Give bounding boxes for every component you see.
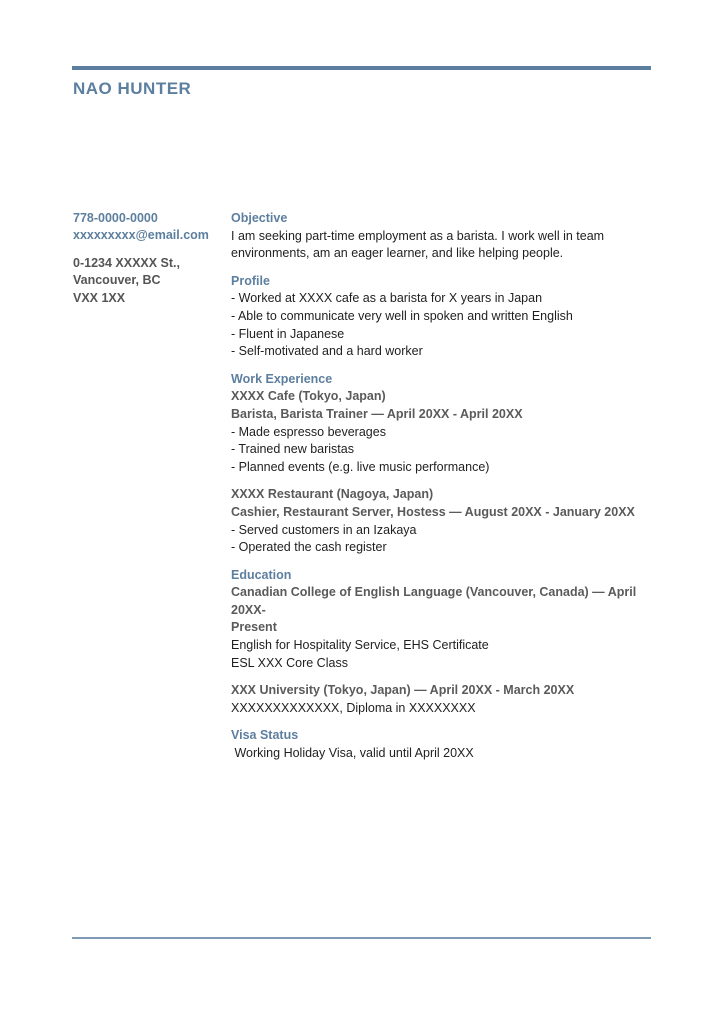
profile-item: - Worked at XXXX cafe as a barista for X years in Japan bbox=[231, 291, 543, 306]
section-title: Objective bbox=[231, 211, 288, 225]
school-heading: XXX University (Tokyo, Japan) — April 20XX - March 20XX bbox=[231, 683, 575, 698]
section-title: Education bbox=[231, 567, 292, 582]
job-employer: XXXX Cafe (Tokyo, Japan) bbox=[231, 389, 386, 404]
postal-address bbox=[73, 255, 223, 307]
profile-item: - Self-motivated and a hard worker bbox=[231, 344, 423, 359]
address-line: VXX 1XX bbox=[73, 290, 126, 305]
work-experience-section bbox=[231, 371, 661, 557]
objective-section bbox=[231, 210, 661, 263]
bottom-divider bbox=[72, 937, 651, 939]
profile-item: - Able to communicate very well in spoken and written English bbox=[231, 308, 573, 323]
education-section bbox=[231, 567, 661, 718]
job-role: Cashier, Restaurant Server, Hostess — August 20XX - January 20XX bbox=[231, 504, 635, 519]
resume-body bbox=[231, 210, 661, 773]
objective-line: environments, am an eager learner, and like helping people. bbox=[231, 246, 564, 261]
address-line: Vancouver, BC bbox=[73, 273, 161, 288]
school-detail: XXXXXXXXXXXXX, Diploma in XXXXXXXX bbox=[231, 700, 476, 715]
applicant-name: NAO HUNTER bbox=[73, 79, 192, 98]
top-divider bbox=[72, 66, 651, 70]
job-duty: - Operated the cash register bbox=[231, 540, 387, 555]
job-employer: XXXX Restaurant (Nagoya, Japan) bbox=[231, 487, 434, 502]
job-duty: - Trained new baristas bbox=[231, 442, 354, 457]
job-duty: - Made espresso beverages bbox=[231, 424, 386, 439]
section-title: Visa Status bbox=[231, 728, 299, 743]
section-title: Profile bbox=[231, 273, 270, 288]
school-entry bbox=[231, 584, 661, 672]
profile-section bbox=[231, 273, 661, 361]
address-line: 0-1234 XXXXX St., bbox=[73, 255, 181, 270]
job-entry bbox=[231, 486, 661, 556]
job-duty: - Planned events (e.g. live music performance) bbox=[231, 459, 490, 474]
contact-sidebar bbox=[73, 210, 223, 307]
school-detail: ESL XXX Core Class bbox=[231, 655, 348, 670]
visa-section bbox=[231, 727, 661, 762]
job-role: Barista, Barista Trainer — April 20XX - April 20XX bbox=[231, 406, 523, 421]
objective-line: I am seeking part-time employment as a barista. I work well in team bbox=[231, 228, 605, 243]
profile-item: - Fluent in Japanese bbox=[231, 326, 345, 341]
job-entry bbox=[231, 388, 661, 476]
school-heading: Present bbox=[231, 620, 277, 635]
visa-text: Working Holiday Visa, valid until April 20XX bbox=[231, 746, 474, 761]
job-duty: - Served customers in an Izakaya bbox=[231, 522, 417, 537]
section-title: Work Experience bbox=[231, 371, 333, 386]
school-entry bbox=[231, 682, 661, 717]
school-detail: English for Hospitality Service, EHS Certificate bbox=[231, 638, 489, 653]
email-address: xxxxxxxxx@email.com bbox=[73, 228, 209, 243]
phone-number: 778-0000-0000 bbox=[73, 211, 158, 225]
school-heading: Canadian College of English Language (Vancouver, Canada) — April 20XX- bbox=[231, 585, 637, 617]
